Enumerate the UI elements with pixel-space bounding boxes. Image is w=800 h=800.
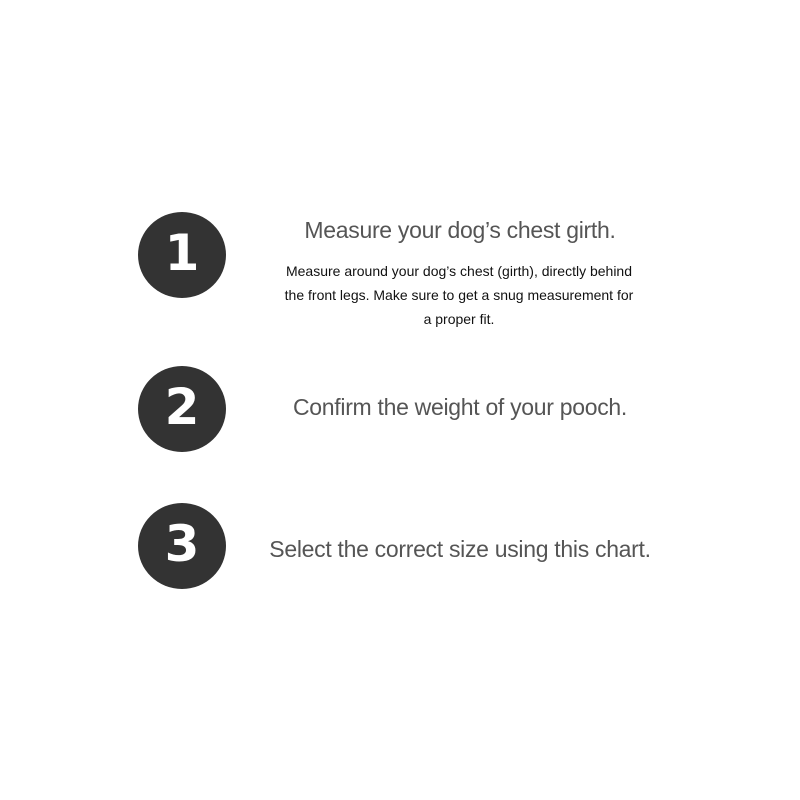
step-2-heading: Confirm the weight of your pooch. <box>293 394 627 420</box>
step-3-heading: Select the correct size using this chart. <box>269 536 651 562</box>
step-1-number: 1 <box>164 224 200 282</box>
step-3-number: 3 <box>164 515 200 573</box>
step-1-heading: Measure your dog’s chest girth. <box>304 217 616 243</box>
step-3-badge <box>138 503 226 589</box>
step-1-description: Measure around your dog’s chest (girth), directly behind the front legs. Make sure to get a snug measurement for a proper fit. <box>284 263 634 327</box>
step-2-number: 2 <box>164 378 200 436</box>
step-2-badge <box>138 366 226 452</box>
step-1-badge <box>138 212 226 298</box>
